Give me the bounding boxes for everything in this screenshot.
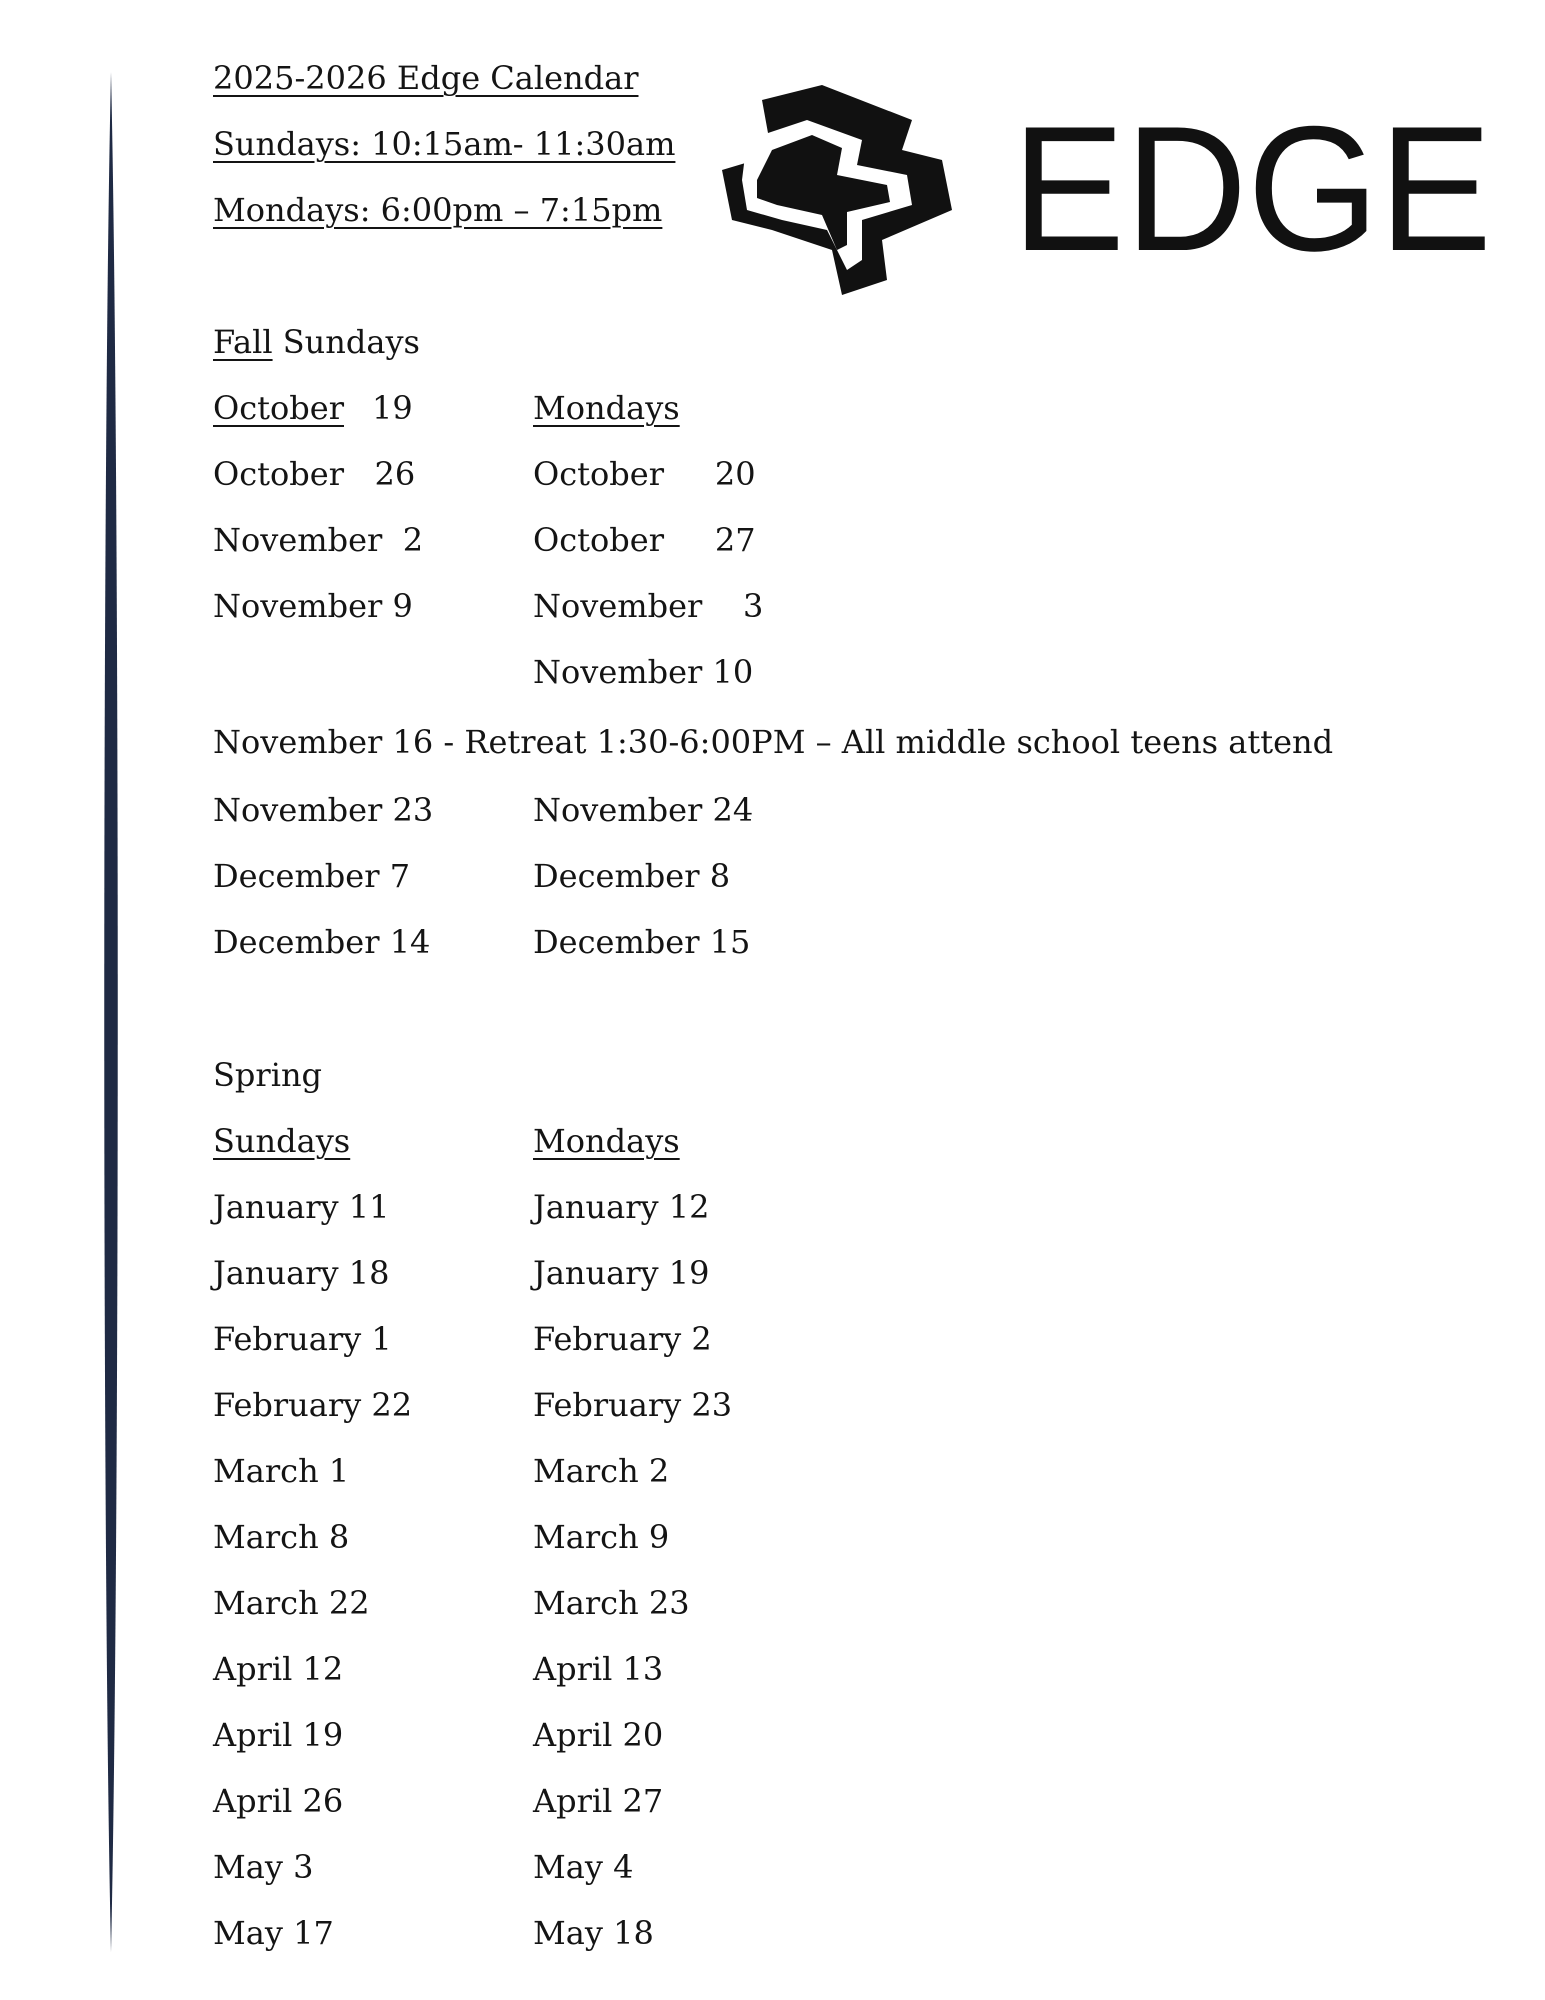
spring-monday: March 23 xyxy=(533,1584,690,1622)
spring-sunday: May 17 xyxy=(213,1914,334,1952)
spring-sunday: January 11 xyxy=(213,1188,390,1226)
spring-sunday: May 3 xyxy=(213,1848,314,1886)
spring-sunday: February 1 xyxy=(213,1320,392,1358)
spring-monday: February 2 xyxy=(533,1320,712,1358)
sundays-time: Sundays: 10:15am- 11:30am xyxy=(213,125,676,163)
fall-sunday: December 7 xyxy=(213,857,411,895)
spring-sunday: February 22 xyxy=(213,1386,413,1424)
spring-monday: February 23 xyxy=(533,1386,733,1424)
spring-monday: January 19 xyxy=(533,1254,710,1292)
fall-sunday: December 14 xyxy=(213,923,431,961)
spring-monday: April 20 xyxy=(533,1716,664,1754)
edge-logo xyxy=(712,80,1512,295)
cross-icon xyxy=(722,85,952,295)
spring-sunday: March 1 xyxy=(213,1452,350,1490)
mondays-time: Mondays: 6:00pm – 7:15pm xyxy=(213,191,663,229)
spring-sunday: January 18 xyxy=(213,1254,390,1292)
fall-first-sunday xyxy=(213,388,413,428)
fall-monday: October 20 xyxy=(533,455,756,493)
fall-monday: October 27 xyxy=(533,521,756,559)
calendar-title: 2025-2026 Edge Calendar xyxy=(213,59,639,97)
fall-monday: December 15 xyxy=(533,923,751,961)
fall-sunday: November 9 xyxy=(213,587,413,625)
spring-sunday: March 22 xyxy=(213,1584,370,1622)
fall-sundays-label: Sundays xyxy=(282,323,420,361)
fall-sunday: November 2 xyxy=(213,521,424,559)
left-decorative-line xyxy=(98,72,124,1952)
spring-monday: April 27 xyxy=(533,1782,664,1820)
fall-first-sunday-month: October xyxy=(213,389,344,427)
fall-label: Fall xyxy=(213,323,273,361)
fall-monday: November 3 xyxy=(533,587,764,625)
fall-sunday: October 26 xyxy=(213,455,416,493)
spring-sunday: March 8 xyxy=(213,1518,350,1556)
spring-monday: May 4 xyxy=(533,1848,634,1886)
spring-mondays-heading: Mondays xyxy=(533,1122,680,1160)
spring-sunday: April 12 xyxy=(213,1650,344,1688)
spring-monday: May 18 xyxy=(533,1914,654,1952)
fall-monday: November 10 xyxy=(533,653,754,691)
fall-monday: November 24 xyxy=(533,791,754,829)
spring-monday: March 9 xyxy=(533,1518,670,1556)
fall-mondays-heading: Mondays xyxy=(533,389,680,427)
spring-monday: March 2 xyxy=(533,1452,670,1490)
logo-text: EDGE xyxy=(1012,89,1492,288)
spring-sunday: April 19 xyxy=(213,1716,344,1754)
spring-heading: Spring xyxy=(213,1056,323,1094)
spring-sunday: April 26 xyxy=(213,1782,344,1820)
fall-sunday: November 23 xyxy=(213,791,434,829)
spring-monday: April 13 xyxy=(533,1650,664,1688)
retreat-note: November 16 - Retreat 1:30-6:00PM – All middle school teens attend xyxy=(213,723,1334,761)
spring-sundays-heading: Sundays xyxy=(213,1122,351,1160)
fall-monday: December 8 xyxy=(533,857,731,895)
fall-heading xyxy=(213,322,420,362)
fall-first-sunday-day: 19 xyxy=(372,389,413,427)
spring-monday: January 12 xyxy=(533,1188,710,1226)
